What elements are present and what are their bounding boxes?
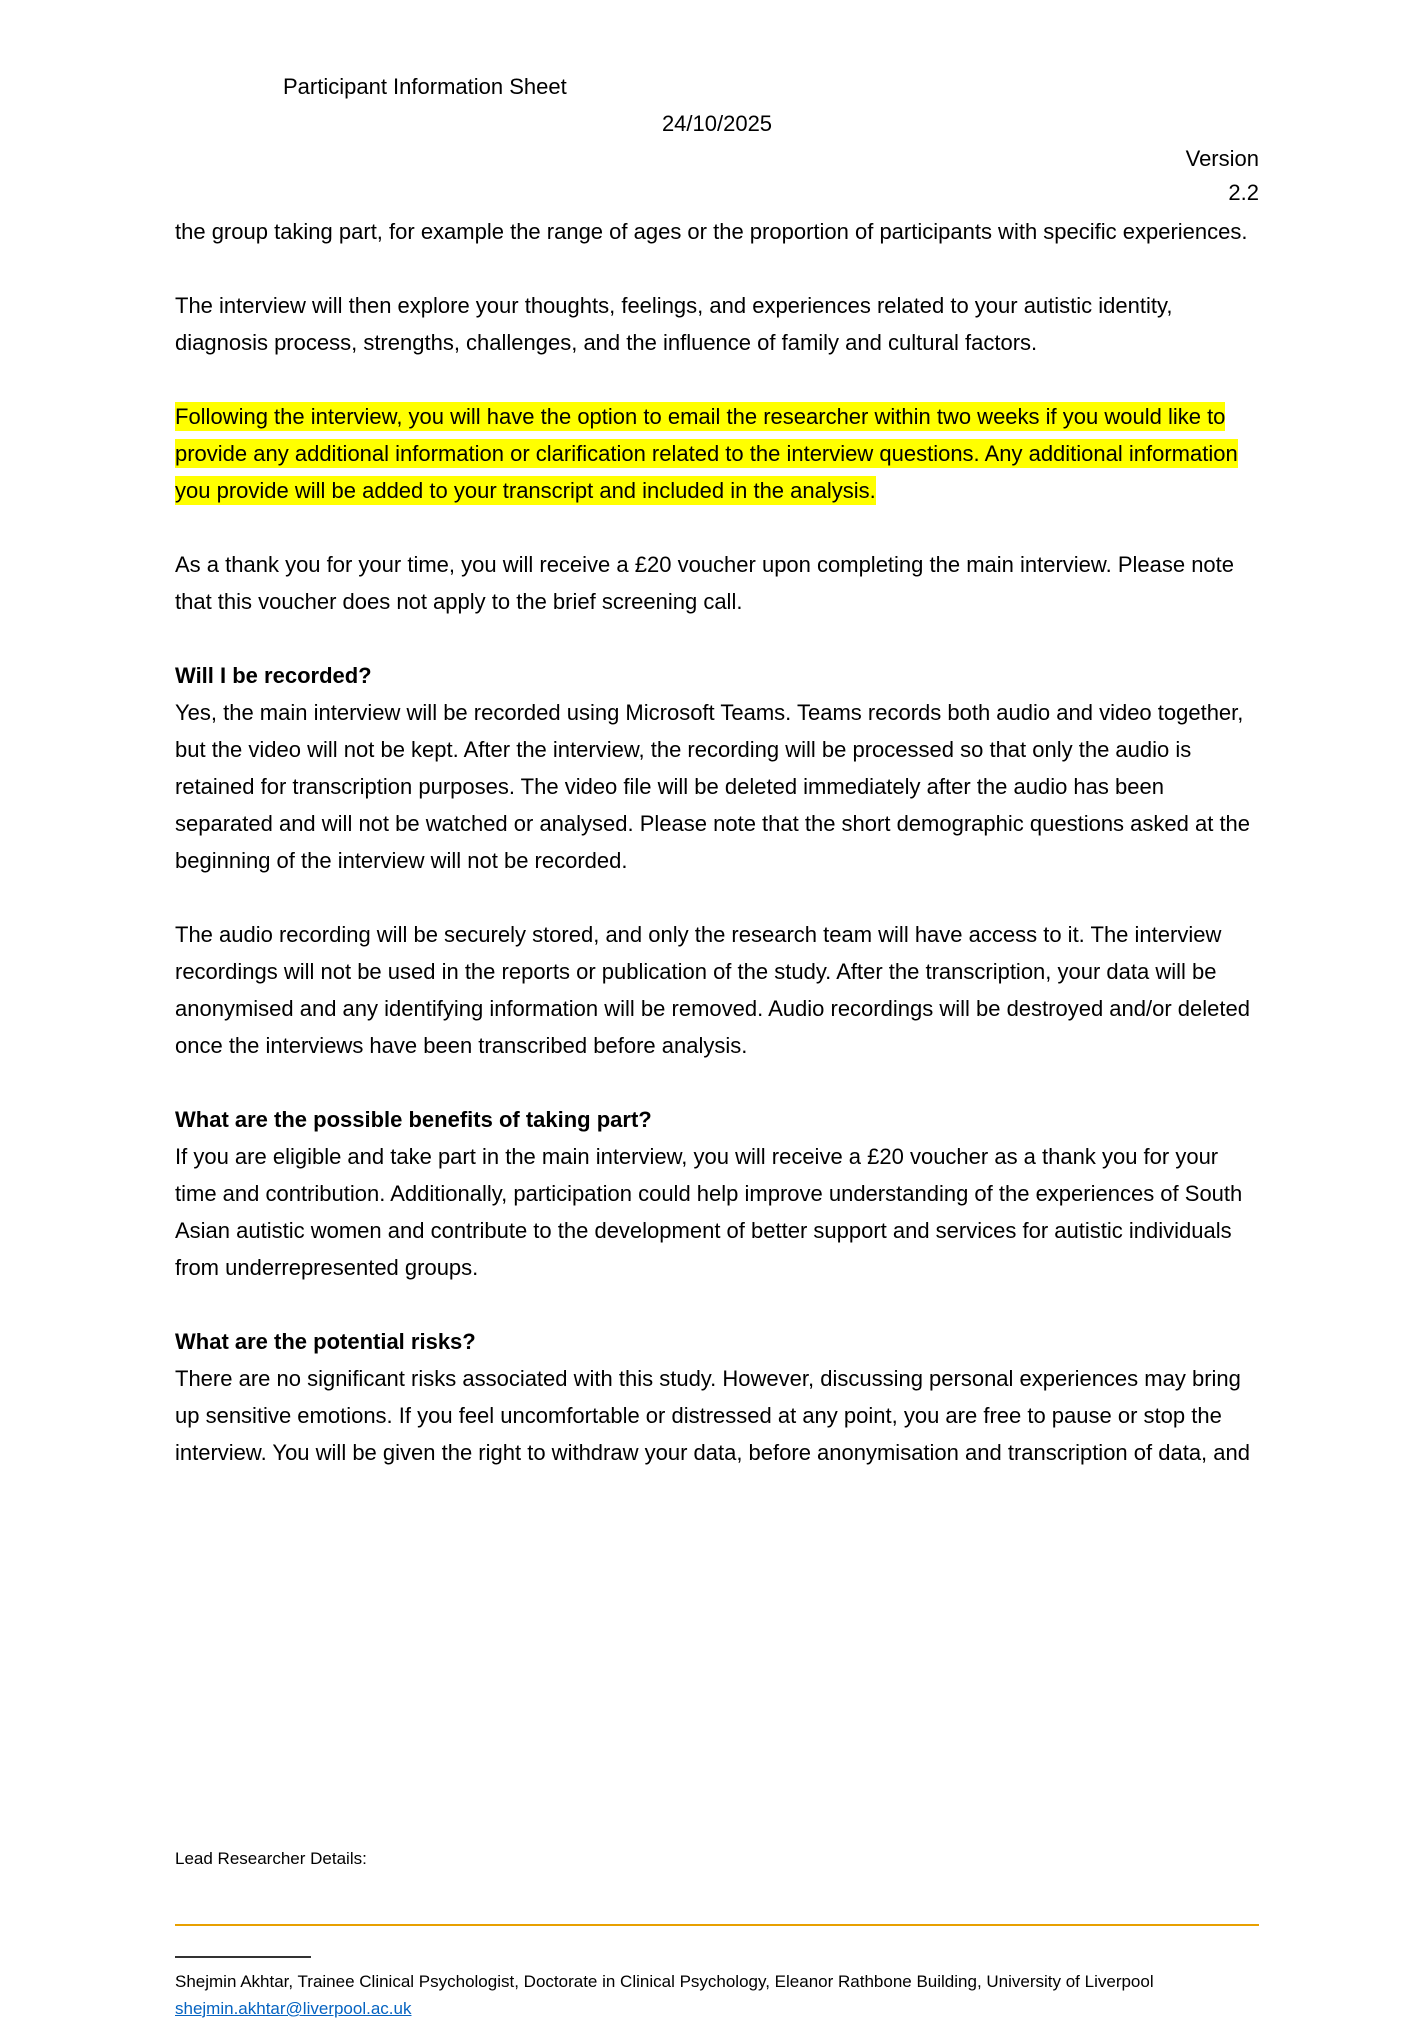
heading-risks: What are the potential risks?	[175, 1329, 476, 1354]
footnote-separator-rule	[175, 1956, 311, 1958]
paragraph-recorded-2: The audio recording will be securely stored, and only the research team will have access to it. The interview recordings will not be used in the reports or publication of the study. After the transcription, your data will be anonymised and any identifying information will be removed. Audio recordings will be destroyed and/or deleted once the interviews have been transcribed before analysis.	[175, 922, 1250, 1058]
paragraph-highlighted-followup	[175, 398, 1259, 509]
document-header	[175, 68, 1259, 210]
paragraph-group-continuation: the group taking part, for example the range of ages or the proportion of participants with specific experiences.	[175, 219, 1248, 244]
document-content	[175, 68, 1259, 1508]
researcher-details: Shejmin Akhtar, Trainee Clinical Psychologist, Doctorate in Clinical Psychology, Eleanor Rathbone Building, University of Liverpool	[175, 1972, 1154, 1991]
paragraph-risks: There are no significant risks associated with this study. However, discussing personal experiences may bring up sensitive emotions. If you feel uncomfortable or distressed at any point, you are free to pause or stop the interview. You will be given the right to withdraw your data, before anonymisation and transcription of data, and	[175, 1366, 1250, 1465]
version-label: Version	[1185, 146, 1259, 171]
heading-benefits: What are the possible benefits of taking part?	[175, 1107, 652, 1132]
document-body	[175, 213, 1259, 1471]
paragraph-benefits: If you are eligible and take part in the main interview, you will receive a £20 voucher as a thank you for your time and contribution. Additionally, participation could help improve understanding of the experiences of South Asian autistic women and contribute to the development of better support and services for autistic individuals from underrepresented groups.	[175, 1144, 1243, 1280]
document-date: 24/10/2025	[661, 111, 773, 136]
researcher-email-link[interactable]: shejmin.akhtar@liverpool.ac.uk	[175, 1999, 412, 2018]
page-footer	[175, 1845, 1259, 2022]
heading-will-i-be-recorded: Will I be recorded?	[175, 663, 372, 688]
document-title: Participant Information Sheet	[283, 74, 567, 99]
highlighted-text: Following the interview, you will have the option to email the researcher within two weeks if you would like to provide any additional information or clarification related to the interview questions. Any additional information you provide will be added to your transcript and included in the analysis.	[175, 404, 1238, 503]
footer-orange-rule	[175, 1924, 1259, 1926]
paragraph-voucher: As a thank you for your time, you will receive a £20 voucher upon completing the main interview. Please note that this voucher does not apply to the brief screening call.	[175, 552, 1235, 614]
version-number: 2.2	[1228, 180, 1259, 205]
paragraph-recorded-1: Yes, the main interview will be recorded using Microsoft Teams. Teams records both audio and video together, but the video will not be kept. After the interview, the recording will be processed so that only the audio is retained for transcription purposes. The video file will be deleted immediately after the audio has been separated and will not be watched or analysed. Please note that the short demographic questions asked at the beginning of the interview will not be recorded.	[175, 700, 1251, 873]
paragraph-interview-explore: The interview will then explore your thoughts, feelings, and experiences related to your autistic identity, diagnosis process, strengths, challenges, and the influence of family and cultural factors.	[175, 293, 1173, 355]
lead-researcher-label: Lead Researcher Details:	[175, 1849, 367, 1868]
